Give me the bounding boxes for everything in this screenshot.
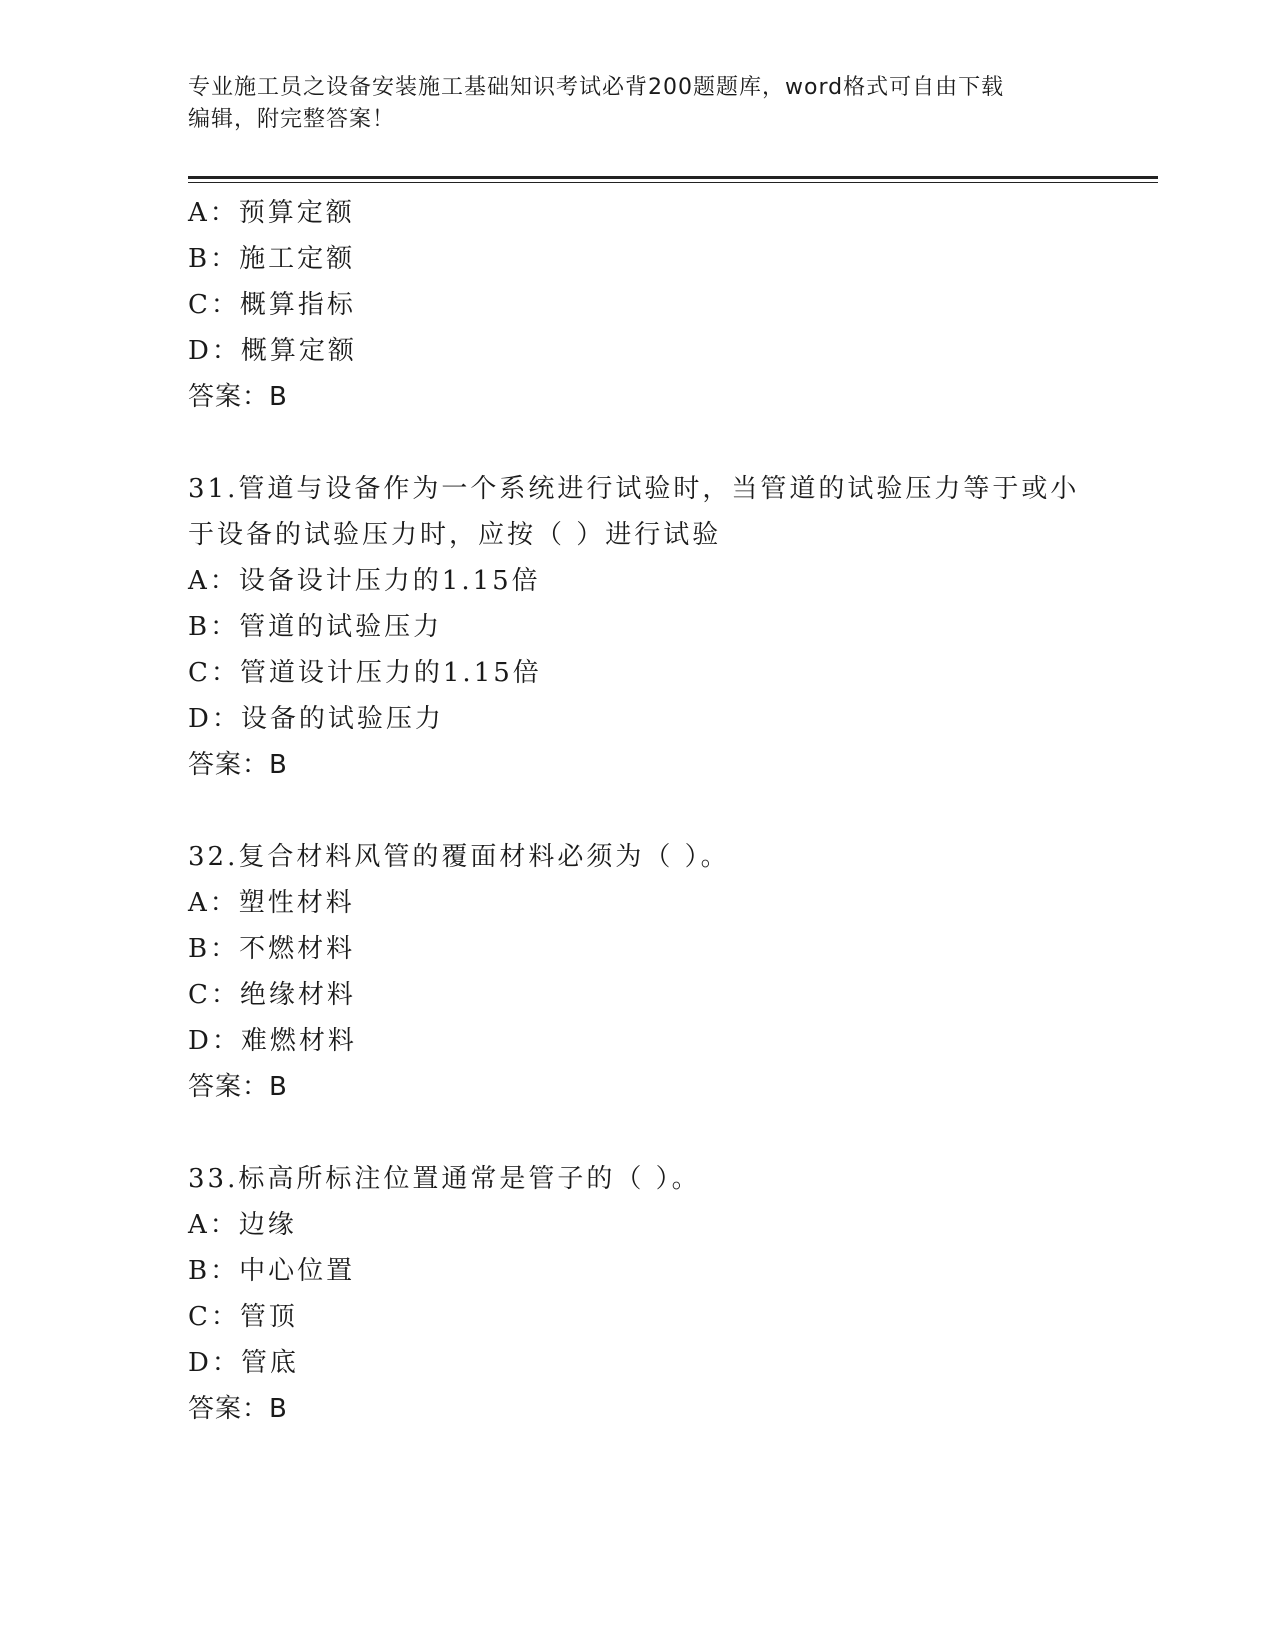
option-c: C：管道设计压力的1.15倍 <box>188 658 542 688</box>
header-title-line-1: 专业施工员之设备安装施工基础知识考试必背200题题库，word格式可自由下载 <box>188 75 1005 100</box>
option-d: D：概算定额 <box>188 336 357 366</box>
option-b: B：管道的试验压力 <box>188 612 443 642</box>
option-a: A：预算定额 <box>188 198 355 228</box>
option-c: C：绝缘材料 <box>188 980 356 1010</box>
header-title-line-2: 编辑，附完整答案！ <box>188 107 396 132</box>
option-a: A：塑性材料 <box>188 888 355 918</box>
header-divider-thin <box>188 182 1158 183</box>
header-divider-thick <box>188 176 1158 179</box>
option-b: B：施工定额 <box>188 244 356 274</box>
option-b: B：中心位置 <box>188 1256 356 1286</box>
option-a: A：设备设计压力的1.15倍 <box>188 566 541 596</box>
option-d: D：设备的试验压力 <box>188 704 444 734</box>
question-stem: 33.标高所标注位置通常是管子的（ ）。 <box>188 1164 701 1194</box>
spacer <box>188 1110 1158 1156</box>
option-d: D：难燃材料 <box>188 1026 357 1056</box>
question-33 <box>188 1156 1158 1432</box>
spacer <box>188 420 1158 466</box>
question-stem: 32.复合材料风管的覆面材料必须为（ ）。 <box>188 842 730 872</box>
answer: 答案：B <box>188 1394 288 1424</box>
document-header <box>188 72 1088 136</box>
option-c: C：概算指标 <box>188 290 356 320</box>
question-stem-line-1: 31.管道与设备作为一个系统进行试验时，当管道的试验压力等于或小 <box>188 474 1080 504</box>
option-d: D：管底 <box>188 1348 299 1378</box>
answer: 答案：B <box>188 750 288 780</box>
question-30 <box>188 190 1158 420</box>
option-b: B：不燃材料 <box>188 934 356 964</box>
question-31 <box>188 466 1158 788</box>
answer: 答案：B <box>188 382 288 412</box>
spacer <box>188 788 1158 834</box>
option-a: A：边缘 <box>188 1210 297 1240</box>
option-c: C：管顶 <box>188 1302 298 1332</box>
answer: 答案：B <box>188 1072 288 1102</box>
question-stem-line-2: 于设备的试验压力时，应按（ ）进行试验 <box>188 520 722 550</box>
question-list <box>188 190 1158 1432</box>
question-32 <box>188 834 1158 1110</box>
